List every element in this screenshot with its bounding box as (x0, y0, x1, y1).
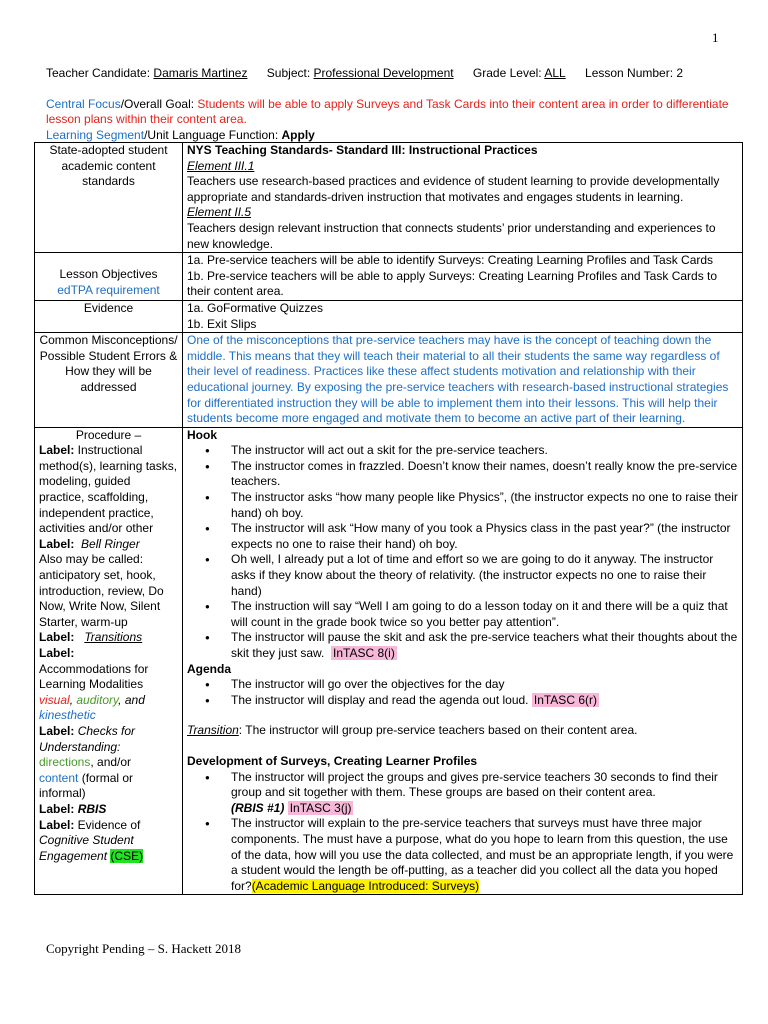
objectives-label (35, 253, 183, 301)
objective-1b: 1b. Pre-service teachers will be able to apply Surveys: Creating Learning Profiles and Task Cards to their content area. (187, 268, 718, 299)
label-1: Label: (39, 443, 75, 458)
label-2-desc: Also may be called: anticipatory set, hook, introduction, review, Do Now, Write Now, Silent Starter, warm-up (39, 552, 164, 629)
procedure-label: Procedure – Label: Instructional method(s), learning tasks, modeling, guided practice, scaffolding, independent practice, activities and/or other Label: Bell Ringer Also may be called: anticipatory set, hook, introduction, review, Do Now, Write Now, Silent Starter, warm-up Label: Transitions Label: Accommodations for Learning Modalities visual, auditory, and kinesthetic Label: Checks for Understanding: directions, and/or content (formal or informal) Label: RBIS Label: Evidence of Cognitive Student Engagement (CSE) (35, 427, 183, 895)
label-4: Label: (39, 646, 75, 660)
hook-item: ● The instructor will act out a skit for the pre-service teachers. (231, 443, 738, 459)
development-item-text: The instructor will project the groups and gives pre-service teachers 30 seconds to find their group and sit together with them. These groups are based on their content area. (231, 769, 718, 800)
cse-text: Cognitive Student Engagement (39, 833, 134, 863)
evidence-content (183, 300, 743, 332)
lesson-plan-table (34, 142, 743, 895)
agenda-item-text: The instructor will display and read the agenda out loud. (231, 692, 529, 707)
label-4-text: Accommodations for Learning Modalities (39, 661, 149, 692)
learning-segment-value: Apply (281, 128, 315, 142)
label-3-text: Transitions (84, 630, 143, 645)
academic-language-tag: (Academic Language Introduced: Surveys) (251, 878, 480, 893)
element-1-text: Teachers use research-based practices and evidence of student learning to provide developmentally appropriate and standards-driven instruction that motivates and engages students in learning. (187, 174, 720, 204)
evidence-label: Evidence (35, 300, 183, 332)
grade-label: Grade Level: (472, 66, 542, 80)
procedure-title: Procedure – (75, 427, 142, 442)
objectives-label-1: Lesson Objectives (59, 267, 158, 282)
standards-label: State-adopted student academic content standards (35, 143, 183, 253)
procedure-content (183, 427, 743, 895)
learning-segment-label: Learning Segment (46, 128, 145, 142)
agenda-list (187, 677, 738, 708)
hook-list (187, 443, 738, 661)
subject-label: Subject: (266, 66, 311, 80)
modality-visual: visual (39, 692, 70, 707)
standards-title: NYS Teaching Standards- Standard III: Instructional Practices (187, 143, 538, 157)
lesson-header (46, 66, 726, 80)
misconceptions-row (35, 333, 743, 428)
evidence-row (35, 300, 743, 332)
hook-last-text: The instructor will pause the skit and ask the pre-service teachers what their thoughts about the skit they just saw. (231, 630, 738, 660)
cfu-content-rest: (formal or informal) (39, 770, 134, 801)
central-focus (46, 97, 736, 127)
hook-item (231, 630, 738, 661)
development-item-text: The instructor will explain to the pre-service teachers that surveys must have three major components. The must have a purpose, what do you hope to learn from this question, the use of the data, how will you use the data collected, and must be an appropriate length, if you were a student would the length be off-putting, as a teacher did you collect all the data you hoped for? (231, 816, 734, 893)
subject-value: Professional Development (313, 66, 454, 80)
objectives-content (183, 253, 743, 301)
evidence-1a: 1a. GoFormative Quizzes (187, 300, 324, 315)
element-2-text: Teachers design relevant instruction that connects students’ prior understanding and experiences to new knowledge. (187, 220, 716, 251)
copyright-footer: Copyright Pending – S. Hackett 2018 (46, 941, 241, 956)
transition-label: Transition (187, 723, 239, 738)
objectives-row (35, 253, 743, 301)
development-title: Development of Surveys, Creating Learner Profiles (187, 753, 478, 768)
development-item (231, 770, 738, 817)
lesson-number-label: Lesson Number: (585, 66, 674, 80)
standards-content (183, 143, 743, 253)
candidate-value: Damaris Martinez (153, 66, 248, 80)
hook-item: ● The instructor asks “how many people like Physics”, (the instructor expects no one to raise their hand) oh boy. (231, 490, 738, 521)
lesson-number-value: 2 (676, 66, 684, 80)
central-focus-text: Students will be able to apply Surveys and Task Cards into their content area in order to differentiate lesson plans within their content area. (46, 97, 729, 126)
label-6-text: RBIS (77, 801, 107, 816)
element-1-label: Element III.1 (187, 158, 255, 173)
label-3: Label: (39, 630, 75, 645)
central-focus-label: Central Focus (46, 97, 121, 111)
label-6: Label: (39, 801, 75, 816)
intasc-tag: InTASC 6(r) (533, 692, 597, 707)
page-number: 1 (712, 30, 719, 45)
hook-title: Hook (187, 427, 217, 442)
hook-item: ● The instruction will say “Well I am going to do a lesson today on it and there will be a quiz that will count in the grade book twice so you better pay attention”. (231, 599, 738, 630)
modality-auditory: auditory (76, 692, 119, 707)
transition-line (187, 723, 738, 739)
objective-1a: 1a. Pre-service teachers will be able to identify Surveys: Creating Learning Profiles and Task Cards (187, 253, 714, 268)
development-item (231, 816, 738, 894)
agenda-item (231, 693, 738, 709)
intasc-tag: InTASC 8(i) (333, 646, 395, 660)
cfu-andor: , and/or (90, 755, 132, 770)
central-focus-label-rest: /Overall Goal: (120, 97, 198, 111)
learning-segment (46, 128, 736, 143)
misconceptions-label: Common Misconceptions/ Possible Student Errors & How they will be addressed (35, 333, 183, 428)
hook-item: ● The instructor comes in frazzled. Doesn’t know their names, doesn’t really know the pre-service teachers. (231, 459, 738, 490)
intasc-tag: InTASC 3(j) (289, 800, 352, 815)
hook-item: ● The instructor will ask “How many of you took a Physics class in the past year?” (the instructor expects no one to raise their hand) oh boy. (231, 521, 738, 552)
cse-tag: (CSE) (110, 848, 144, 863)
label-7: Label: (39, 817, 75, 832)
rbis-tag: (RBIS #1) (231, 800, 285, 815)
agenda-title: Agenda (187, 661, 232, 676)
candidate-label: Teacher Candidate: (46, 66, 151, 80)
objectives-label-2: edTPA requirement (57, 282, 160, 297)
misconceptions-content: One of the misconceptions that pre-service teachers may have is the concept of teaching down the middle. This means that they will teach their material to all their students the same way regardless of their level of readiness. Practices like these affect students motivation and relationship with their educational journey. By exposing the pre-service teachers with research-based instructional strategies for differentiated instruction they will be able to implement them into their lessons. This will help their students become more engaged and motivate them to become an active part of their learning. (183, 333, 743, 428)
learning-segment-label-rest: /Unit Language Function: (144, 128, 282, 142)
agenda-item: ● The instructor will go over the objectives for the day (231, 677, 738, 693)
label-2: Label: (39, 536, 75, 551)
label-5: Label: (39, 723, 75, 738)
label-1-text: Instructional method(s), learning tasks, modeling, guided practice, scaffolding, independent practice, activities and/or other (39, 443, 178, 536)
cfu-content: content (39, 770, 79, 785)
label-2-text: Bell Ringer (81, 536, 140, 551)
hook-item: ● Oh well, I already put a lot of time and effort so we are going to do it anyway. The instructor asks if they know about the theory of relativity. (the instructor expects no one to raise their hand) (231, 552, 738, 599)
grade-value: ALL (544, 66, 566, 80)
standards-row (35, 143, 743, 253)
cfu-directions: directions (39, 755, 91, 770)
element-2-label: Element II.5 (187, 205, 252, 220)
modality-kinesthetic: kinesthetic (39, 708, 96, 723)
modality-and: , and (118, 692, 145, 707)
transition-text: : The instructor will group pre-service teachers based on their content area. (238, 723, 638, 738)
label-7-text: Evidence of (74, 817, 141, 832)
development-list (187, 770, 738, 895)
evidence-1b: 1b. Exit Slips (187, 316, 257, 331)
label-5-text: Checks for Understanding: (39, 723, 136, 754)
procedure-row (35, 427, 743, 895)
